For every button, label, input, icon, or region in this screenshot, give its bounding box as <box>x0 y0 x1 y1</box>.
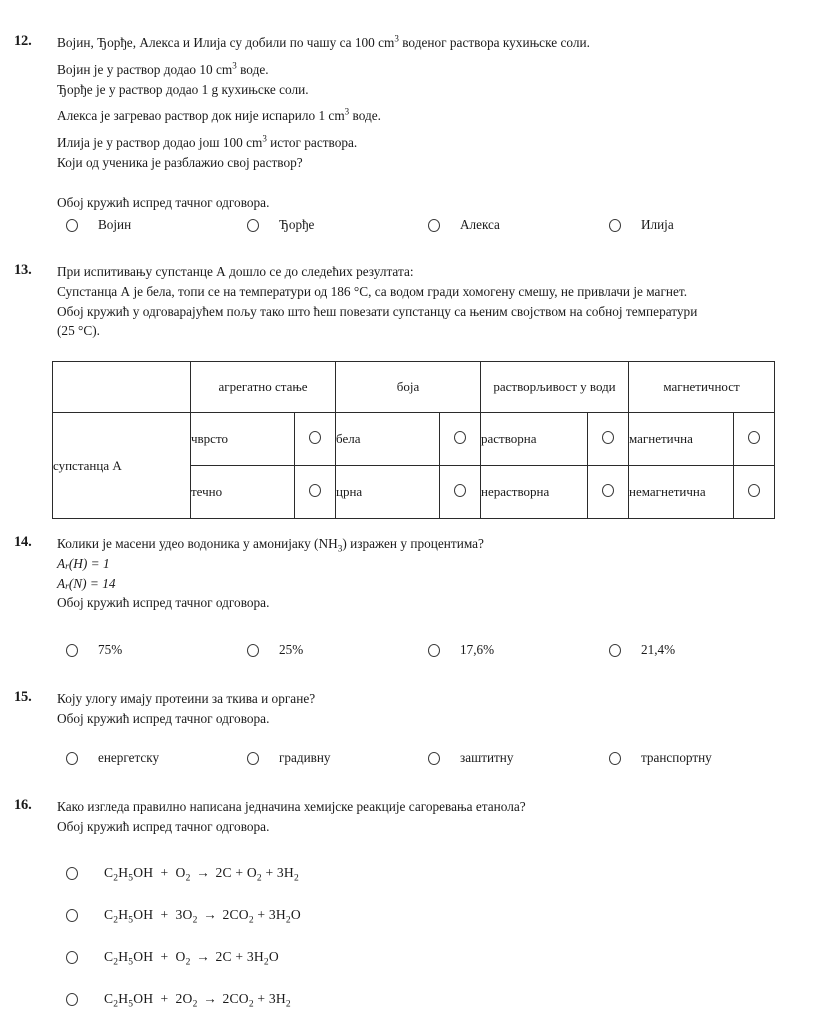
option-15-1-label: енергетску <box>98 750 160 765</box>
radio-circle-icon[interactable] <box>309 484 321 497</box>
cell-color-white: бела <box>336 413 440 466</box>
cell-state-liquid: течно <box>191 466 295 519</box>
option-12-4[interactable] <box>609 214 674 236</box>
question-14-number: 14. <box>14 534 32 550</box>
option-14-4[interactable] <box>609 639 675 661</box>
option-14-3-label: 17,6% <box>460 642 495 657</box>
table-header-color: боја <box>336 362 481 413</box>
question-13-number: 13. <box>14 262 32 278</box>
radio-circle-icon[interactable] <box>66 867 78 880</box>
option-12-2[interactable] <box>247 214 314 236</box>
cell-magnetism-magnetic-radio[interactable] <box>734 413 775 466</box>
option-12-1-label: Војин <box>98 217 132 232</box>
question-14-question: Колики је масени удео водоника у амонијаку $(NH_3)$ изражен у процентима? <box>57 536 484 555</box>
table-header-state: агрегатно стање <box>191 362 336 413</box>
table-header-row <box>53 362 775 413</box>
option-12-3-label: Алекса <box>460 217 500 232</box>
option-15-1[interactable] <box>66 747 159 769</box>
question-12-line-1: Војин, Ђорђе, Алекса и Илија су добили по чашу са 100 $cm^3$ воденог раствора кухињске соли. <box>57 33 590 50</box>
option-14-2-label: 25% <box>279 642 304 657</box>
radio-circle-icon[interactable] <box>428 752 440 765</box>
cell-solubility-insoluble-radio[interactable] <box>588 466 629 519</box>
option-16-1-equation: $C_2H_5OH + O_2 \to 2C + O_2 + 3H_2$ <box>104 865 299 884</box>
radio-circle-icon[interactable] <box>748 431 760 444</box>
cell-solubility-insoluble: нерастворна <box>481 466 588 519</box>
option-16-1[interactable] <box>66 863 299 883</box>
option-14-2[interactable] <box>247 639 303 661</box>
cell-state-liquid-radio[interactable] <box>295 466 336 519</box>
radio-circle-icon[interactable] <box>428 219 440 232</box>
option-16-4-equation: $C_2H_5OH + 2O_2 \to 2CO_2 + 3H_2$ <box>104 991 291 1010</box>
cell-state-solid: чврсто <box>191 413 295 466</box>
table-row-header-substance: супстанца А <box>53 413 191 519</box>
option-14-3[interactable] <box>428 639 494 661</box>
question-12-body <box>57 34 812 212</box>
question-13-line-1: При испитивању супстанце А дошло се до следећих резултата: <box>57 264 414 279</box>
cell-magnetism-nonmagnetic: немагнетична <box>629 466 734 519</box>
question-13-body <box>57 263 812 340</box>
cell-solubility-soluble: растворна <box>481 413 588 466</box>
radio-circle-icon[interactable] <box>454 431 466 444</box>
radio-circle-icon[interactable] <box>66 644 78 657</box>
cell-magnetism-nonmagnetic-radio[interactable] <box>734 466 775 519</box>
cell-state-solid-radio[interactable] <box>295 413 336 466</box>
cell-color-white-radio[interactable] <box>440 413 481 466</box>
option-12-2-label: Ђорђе <box>279 217 315 232</box>
table-header-corner <box>53 362 191 413</box>
radio-circle-icon[interactable] <box>247 752 259 765</box>
question-12-line-4: Алекса је загревао раствор док није испарило 1 $cm^3$ воде. <box>57 107 381 124</box>
radio-circle-icon[interactable] <box>602 484 614 497</box>
question-13-line-4: (25 °C). <box>57 323 100 339</box>
radio-circle-icon[interactable] <box>609 644 621 657</box>
question-14-instruction: Обој кружић испред тачног одговора. <box>57 595 270 611</box>
radio-circle-icon[interactable] <box>309 431 321 444</box>
radio-circle-icon[interactable] <box>454 484 466 497</box>
question-12-line-6: Који од ученика је разблажио свој раствор? <box>57 155 303 171</box>
option-14-1[interactable] <box>66 639 122 661</box>
question-14-body <box>57 535 812 612</box>
properties-table <box>52 361 775 519</box>
option-16-4[interactable] <box>66 989 291 1009</box>
question-12-number: 12. <box>14 33 32 49</box>
question-16-question: Како изгледа правилно написана једначина хемијске реакције сагоревања етанола? <box>57 799 526 814</box>
option-16-2-equation: $C_2H_5OH + 3O_2 \to 2CO_2 + 3H_2O$ <box>104 907 301 926</box>
question-12-line-3: Ђорђе је у раствор додао 1 g кухињске соли. <box>57 81 309 97</box>
radio-circle-icon[interactable] <box>428 644 440 657</box>
option-16-2[interactable] <box>66 905 301 925</box>
question-14-ar-nitrogen: $A_r(N) = 14$ <box>57 575 116 592</box>
radio-circle-icon[interactable] <box>66 909 78 922</box>
table-header-solubility: растворљивост у води <box>481 362 629 413</box>
question-12-options <box>0 214 821 236</box>
option-15-3[interactable] <box>428 747 513 769</box>
option-12-4-label: Илија <box>641 217 674 232</box>
cell-color-black: црна <box>336 466 440 519</box>
table-row <box>53 413 775 466</box>
radio-circle-icon[interactable] <box>247 644 259 657</box>
radio-circle-icon[interactable] <box>609 219 621 232</box>
properties-table-wrapper <box>52 361 774 519</box>
option-15-4[interactable] <box>609 747 712 769</box>
cell-color-black-radio[interactable] <box>440 466 481 519</box>
radio-circle-icon[interactable] <box>66 951 78 964</box>
question-15-instruction: Обој кружић испред тачног одговора. <box>57 710 270 726</box>
radio-circle-icon[interactable] <box>748 484 760 497</box>
cell-magnetism-magnetic: магнетична <box>629 413 734 466</box>
radio-circle-icon[interactable] <box>66 752 78 765</box>
cell-solubility-soluble-radio[interactable] <box>588 413 629 466</box>
question-16-body <box>57 798 812 836</box>
question-13-line-2: Супстанца А је бела, топи се на температури од 186 °C, са водом гради хомогену смешу, не привлачи је магнет. <box>57 283 688 299</box>
table-header-magnetism: магнетичност <box>629 362 775 413</box>
question-12-instruction: Обој кружић испред тачног одговора. <box>57 194 270 210</box>
radio-circle-icon[interactable] <box>602 431 614 444</box>
question-12-line-2: Војин је у раствор додао 10 $cm^3$ воде. <box>57 60 269 77</box>
option-12-3[interactable] <box>428 214 500 236</box>
option-15-2[interactable] <box>247 747 331 769</box>
radio-circle-icon[interactable] <box>247 219 259 232</box>
option-15-2-label: градивну <box>279 750 331 765</box>
radio-circle-icon[interactable] <box>609 752 621 765</box>
option-15-4-label: транспортну <box>641 750 712 765</box>
question-14-ar-hydrogen: $A_r(H) = 1$ <box>57 555 110 572</box>
question-15-options <box>0 747 821 769</box>
question-14-options <box>0 639 821 661</box>
question-16-instruction: Обој кружић испред тачног одговора. <box>57 818 270 834</box>
option-16-3[interactable] <box>66 947 279 967</box>
question-13-line-3: Обој кружић у одговарајућем пољу тако што ћеш повезати супстанцу са њеним својством на собној температури <box>57 303 698 319</box>
question-16-number: 16. <box>14 797 32 813</box>
question-15-number: 15. <box>14 689 32 705</box>
option-16-3-equation: $C_2H_5OH + O_2 \to 2C + 3H_2O$ <box>104 949 279 968</box>
question-15-body <box>57 690 812 728</box>
option-14-1-label: 75% <box>98 642 123 657</box>
option-15-3-label: заштитну <box>460 750 514 765</box>
option-12-1[interactable] <box>66 214 131 236</box>
question-15-question: Коју улогу имају протеини за ткива и органе? <box>57 691 316 706</box>
question-12-line-5: Илија је у раствор додао још 100 $cm^3$ истог раствора. <box>57 133 358 151</box>
radio-circle-icon[interactable] <box>66 219 78 232</box>
option-14-4-label: 21,4% <box>641 642 676 657</box>
radio-circle-icon[interactable] <box>66 993 78 1006</box>
